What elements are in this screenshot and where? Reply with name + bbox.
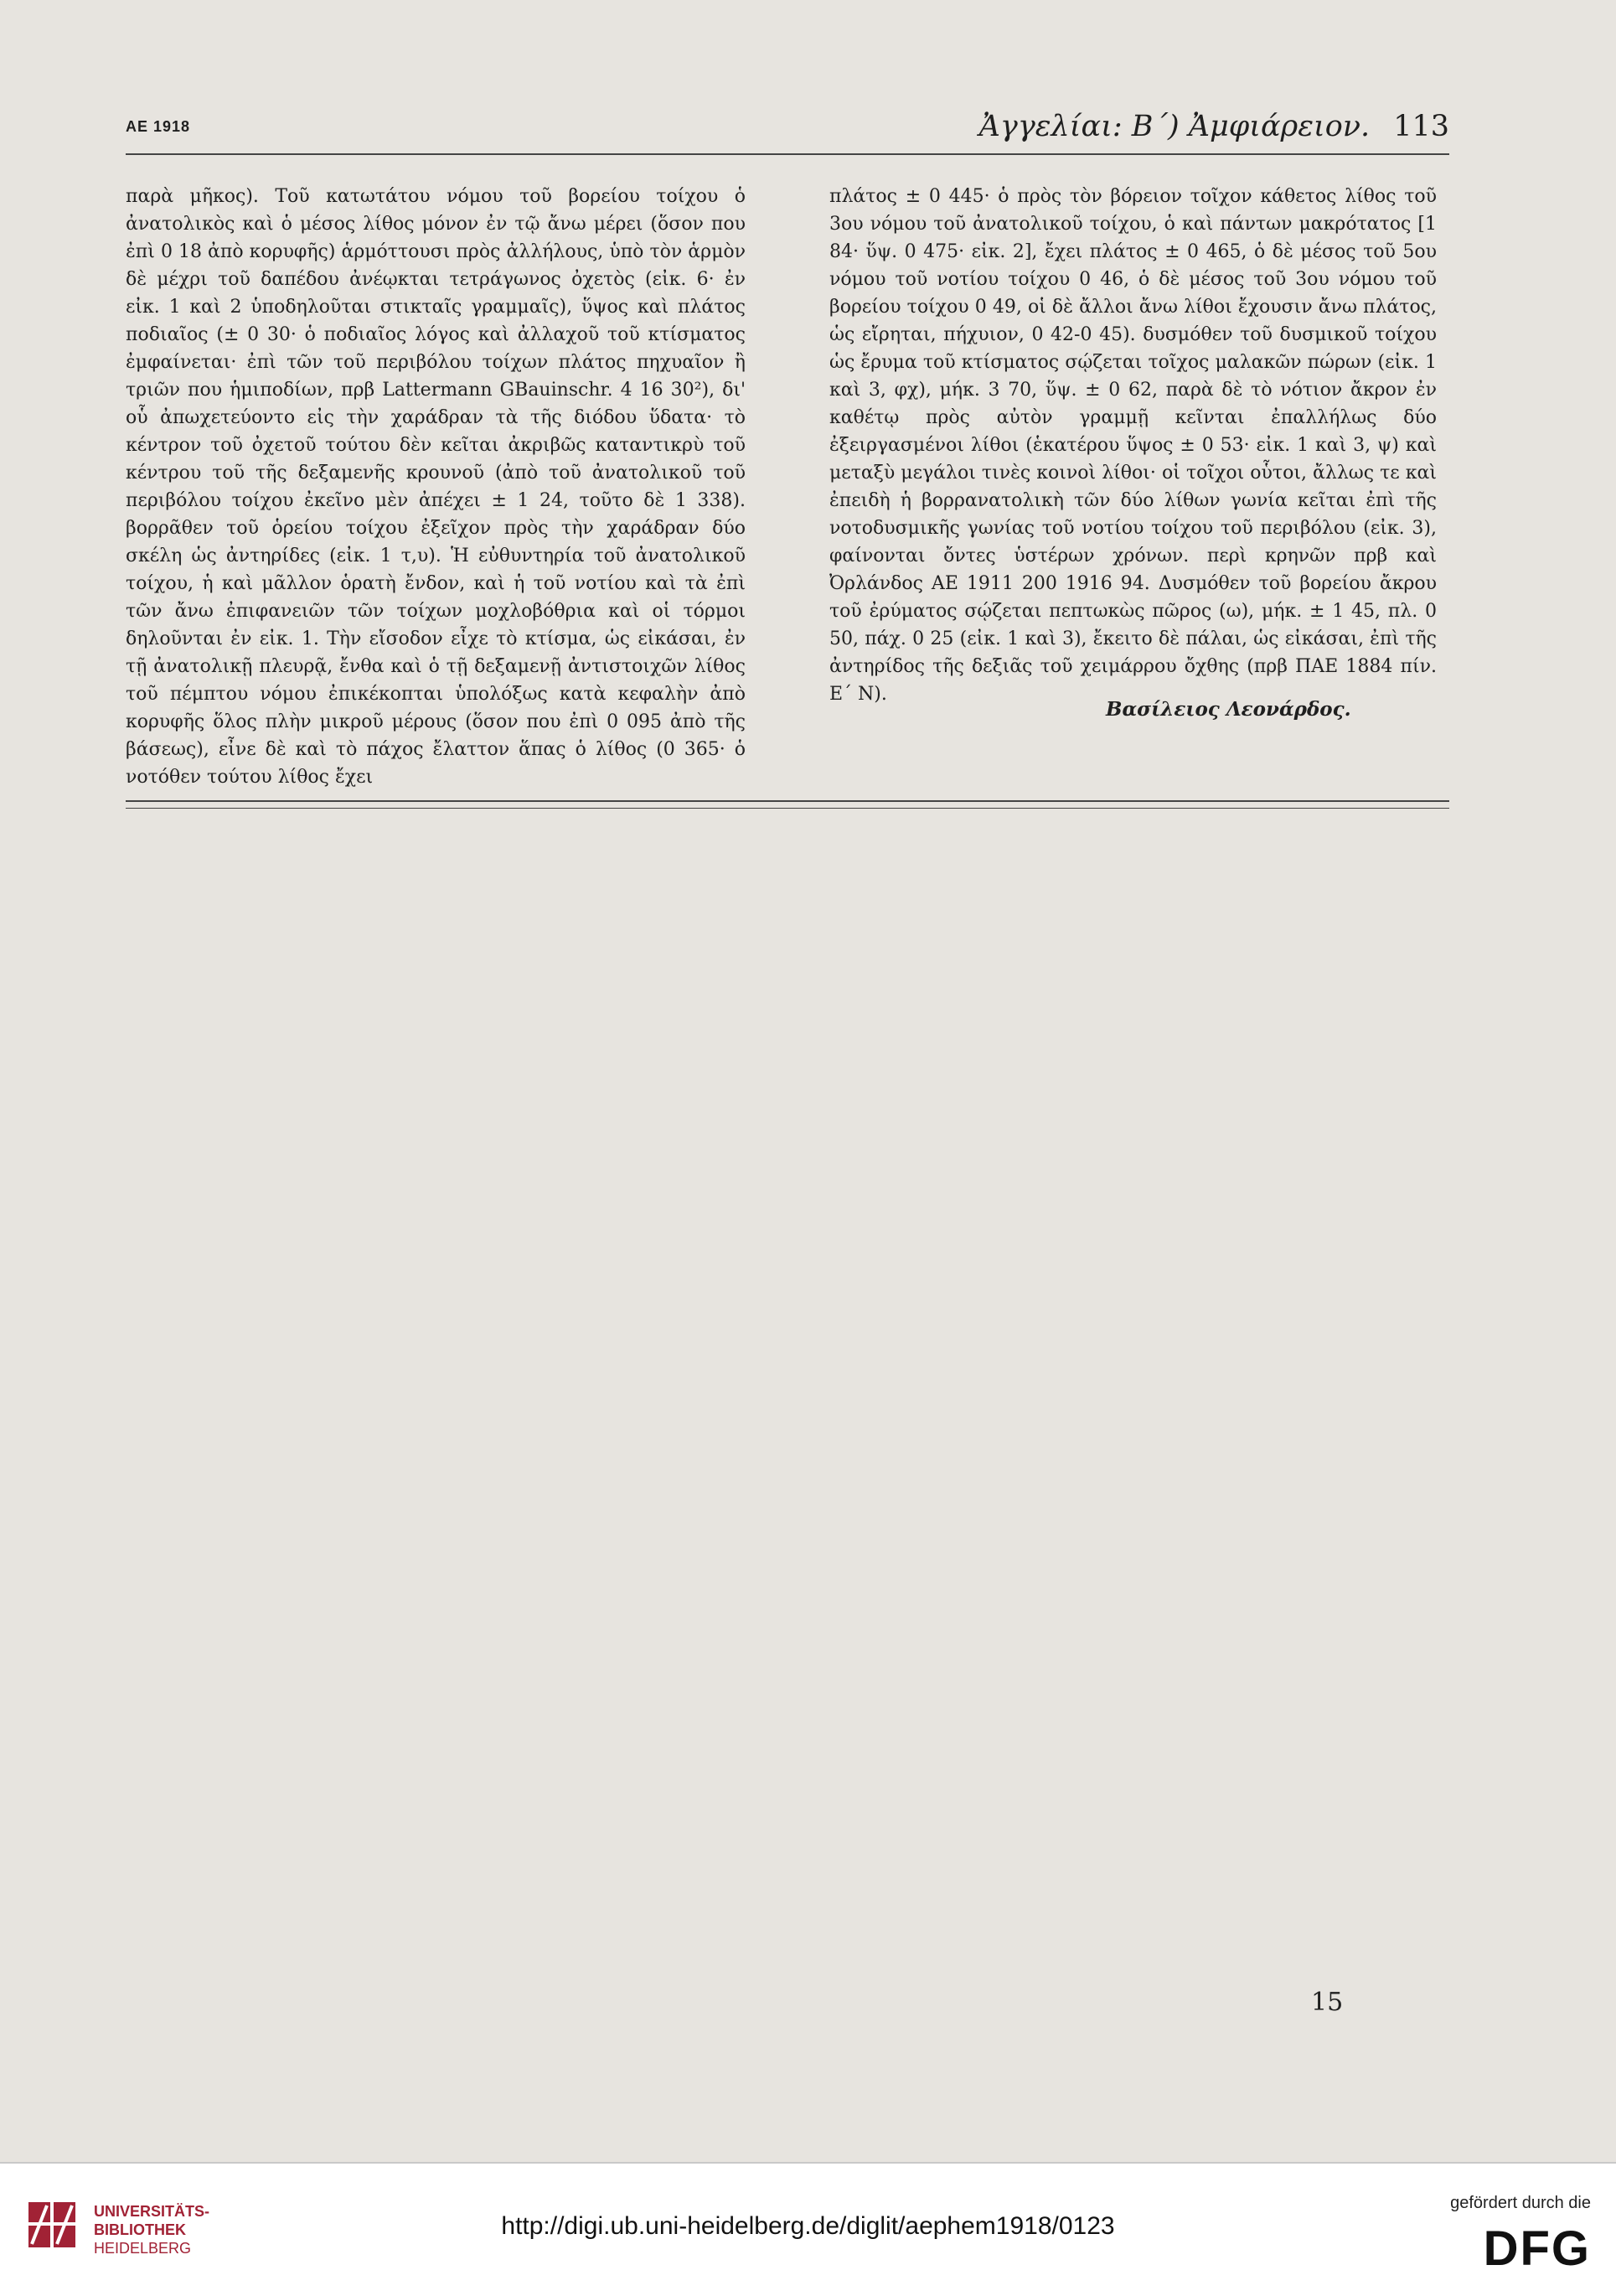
right-column-text: πλάτος ± 0 445· ὁ πρὸς τὸν βόρειον τοῖχον κάθετος λίθος τοῦ 3ου νόμου τοῦ ἀνατολικοῦ τοίχου, ὁ καὶ πάντων μακρότατος [1 84· ὕψ. 0 475· εἰκ. 2], ἔχει πλάτος ± 0 465, ὁ δὲ μέσος τοῦ 5ου νόμου τοῦ νοτίου τοίχου 0 46, ὁ δὲ μέσος τοῦ 3ου νόμου τοῦ βορείου τοίχου 0 49, οἱ δὲ ἄλλοι ἄνω λίθοι ἔχουσιν ἄνω πλάτος, ὡς εἴρηται, πήχυιον, 0 42-0 45). δυσμόθεν τοῦ δυσμικοῦ τοίχου ὡς ἔρυμα τοῦ κτίσματος σῴζεται τοῖχος μαλακῶν πώρων (εἰκ. 1 καὶ 3, φχ), μήκ. 3 70, ὕψ. ± 0 62, παρὰ δὲ τὸ νότιον ἄκρον ἐν καθέτῳ πρὸς αὐτὸν γραμμῇ κεῖνται ἐπαλλήλως δύο ἐξειργασμένοι λίθοι (ἑκατέρου ὕψος ± 0 53· εἰκ. 1 καὶ 3, ψ) καὶ μεταξὺ μεγάλοι τινὲς κοινοὶ λίθοι· οἱ τοῖχοι οὗτοι, ἄλλως τε καὶ ἐπειδὴ ἡ βορρανατολικὴ τῶν δύο λίθων γωνία κεῖται ἐπὶ τῆς νοτοδυσμικῆς γωνίας τοῦ νοτίου τοίχου τοῦ περιβόλου (εἰκ. 3), φαίνονται ὄντες ὑστέρων χρόνων. περὶ κρηνῶν πρβ καὶ Ὀρλάνδος ΑΕ 1911 200 1916 94. Δυσμόθεν τοῦ βορείου ἄκρου τοῦ ἐρύματος σῴζεται πεπτωκὼς πῶρος (ω), μήκ. ± 1 45, πλ. 0 50, πάχ. 0 25 (εἰκ. 1 καὶ 3), ἔκειτο δὲ πάλαι, ὡς εἰκάσαι, ἐπὶ τῆς ἀντηρίδος τῆς δεξιᾶς τοῦ χειμάρρου ὄχθης (πρβ ΠΑΕ 1884 πίν. Ε΄ Ν).: [829, 186, 1437, 705]
page-number: 113: [1393, 110, 1449, 143]
footer-divider: [0, 2162, 1616, 2164]
funder-label: gefördert durch die: [1450, 2194, 1591, 2212]
page-header: [126, 103, 1449, 153]
library-name-line-3: HEIDELBERG: [94, 2240, 192, 2257]
section-end-rule-1: [126, 800, 1449, 802]
library-name-line-2: BIBLIOTHEK: [94, 2221, 186, 2238]
journal-abbrev: ΑΕ 1918: [126, 118, 191, 135]
dfg-logo[interactable]: DFG: [1483, 2221, 1591, 2276]
digitization-footer: [0, 2162, 1616, 2296]
library-name-line-1: UNIVERSITÄTS-: [94, 2203, 210, 2220]
running-title: [979, 110, 1449, 143]
section-end-rule-2: [126, 808, 1449, 809]
left-column-text: παρὰ μῆκος). Τοῦ κατωτάτου νόμου τοῦ βορείου τοίχου ὁ ἀνατολικὸς καὶ ὁ μέσος λίθος μόνον ἐν τῷ ἄνω μέρει (ὅσον που ἐπὶ 0 18 ἀπὸ κορυφῆς) ἁρμόττουσι πρὸς ἀλλήλους, ὑπὸ τὸν ἁρμὸν δὲ μέχρι τοῦ δαπέδου ἀνέῳκται τετράγωνος ὀχετὸς (εἰκ. 6· ἐν εἰκ. 1 καὶ 2 ὑποδηλοῦται στικταῖς γραμμαῖς), ὕψος καὶ πλάτος ποδιαῖος (± 0 30· ὁ ποδιαῖος λόγος καὶ ἀλλαχοῦ τοῦ κτίσματος ἐμφαίνεται· ἐπὶ τῶν τοῦ περιβόλου τοίχων πλάτος πηχυαῖον ἢ τριῶν που ἡμιποδίων, πρβ Lattermann GBauinschr. 4 16 30²), δι' οὗ ἀπωχετεύοντο εἰς τὴν χαράδραν τὰ τῆς διόδου ὕδατα· τὸ κέντρον τοῦ ὀχετοῦ τούτου δὲν κεῖται ἀκριβῶς καταντικρὺ τοῦ κέντρου τοῦ τῆς δεξαμενῆς κρουνοῦ (ἀπὸ τοῦ ἀνατολικοῦ τοῦ περιβόλου τοίχου ἐκεῖνο μὲν ἀπέχει ± 1 24, τοῦτο δὲ 1 338). βορρᾶθεν τοῦ ὁρείου τοίχου ἐξεῖχον πρὸς τὴν χαράδραν δύο σκέλη ὡς ἀντηρίδες (εἰκ. 1 τ,υ). Ἡ εὐθυντηρία τοῦ ἀνατολικοῦ τοίχου, ἡ καὶ μᾶλλον ὁρατὴ ἔνδον, καὶ ἡ τοῦ νοτίου καὶ τὰ ἐπὶ τῶν ἄνω ἐπιφανειῶν τῶν τοίχων μοχλοβόθρια καὶ οἱ τόρμοι δηλοῦνται ἐν εἰκ. 1. Τὴν εἴσοδον εἶχε τὸ κτίσμα, ὡς εἰκάσαι, ἐν τῇ ἀνατολικῇ πλευρᾷ, ἔνθα καὶ ὁ τῇ δεξαμενῇ ἀντιστοιχῶν λίθος τοῦ πέμπτου νόμου ἐπικέκοπται ὑπολόξως κατὰ κεφαλὴν ἀπὸ κορυφῆς ὅλος πλὴν μικροῦ μέρους (ὅσον που ἐπὶ 0 095 ἀπὸ τῆς βάσεως), εἶνε δὲ καὶ τὸ πάχος ἔλαττον ἅπας ὁ λίθος (0 365· ὁ νοτόθεν τούτου λίθος ἔχει: [126, 186, 746, 788]
permalink-url[interactable]: http://digi.ub.uni-heidelberg.de/diglit/aephem1918/0123: [501, 2212, 1115, 2240]
header-rule: [126, 153, 1449, 155]
author-signature: Βασίλειος Λεονάρδος.: [1106, 698, 1351, 721]
sheet-number: 15: [1311, 1988, 1344, 2017]
running-title-text: Ἀγγελίαι: Β΄) Ἀμφιάρειον.: [978, 110, 1371, 143]
